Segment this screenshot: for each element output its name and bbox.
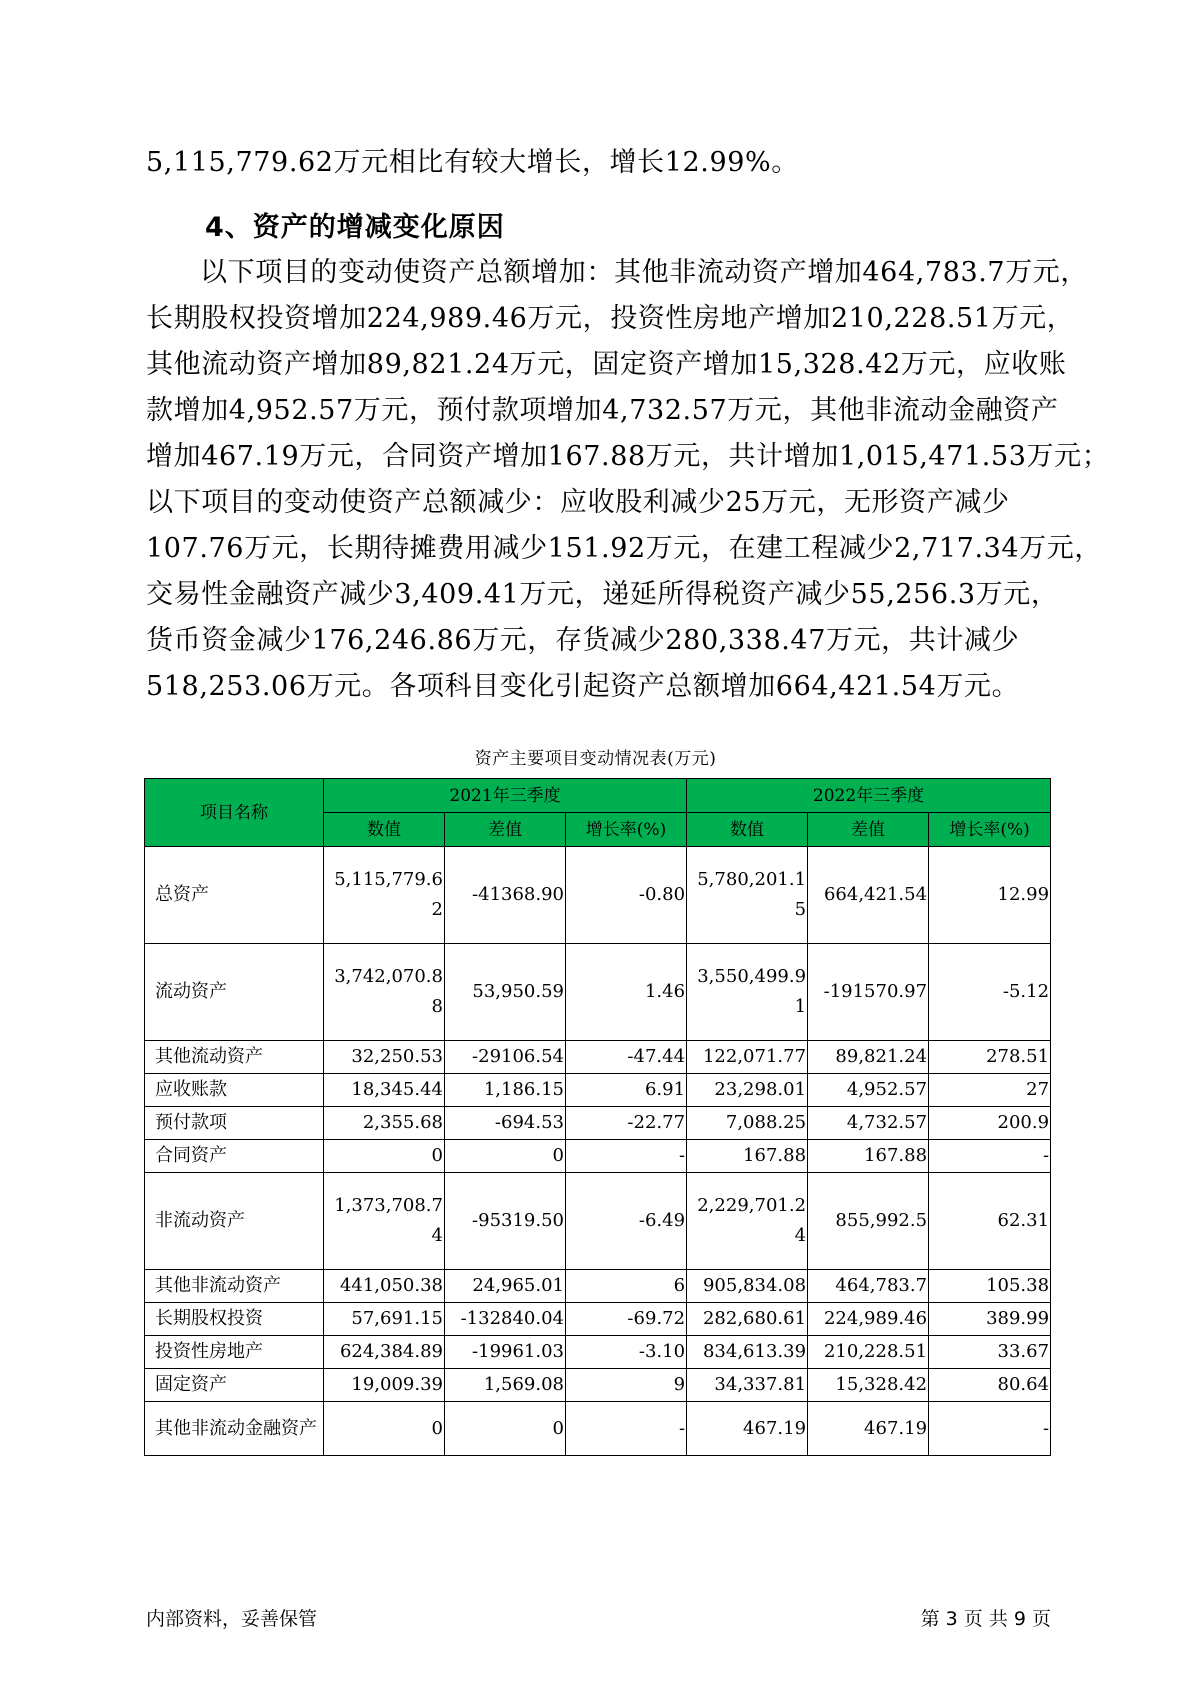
table-row	[145, 847, 1051, 944]
row-cell-d22: -191570.97	[808, 944, 929, 1041]
row-cell-d21: -132840.04	[445, 1303, 566, 1336]
row-item-name: 流动资产	[145, 944, 324, 1041]
row-item-name: 应收账款	[145, 1074, 324, 1107]
table-row	[145, 1402, 1051, 1456]
table-title: 资产主要项目变动情况表(万元)	[474, 749, 717, 769]
footer-page-number: 第 3 页 共 9 页	[920, 1608, 1051, 1630]
row-cell-d22: 464,783.7	[808, 1270, 929, 1303]
row-cell-v22: 23,298.01	[687, 1074, 808, 1107]
row-item-name: 合同资产	[145, 1140, 324, 1173]
row-cell-d22: 167.88	[808, 1140, 929, 1173]
asset-change-table	[144, 778, 1051, 1456]
row-cell-d21: 24,965.01	[445, 1270, 566, 1303]
row-cell-g21: -0.80	[566, 847, 687, 944]
row-cell-d22: 15,328.42	[808, 1369, 929, 1402]
row-cell-v22: 2,229,701.24	[687, 1173, 808, 1270]
row-cell-d21: 0	[445, 1402, 566, 1456]
body-line: 款增加4,952.57万元，预付款项增加4,732.57万元，其他非流动金融资产	[146, 395, 1059, 426]
row-cell-g22: 105.38	[929, 1270, 1051, 1303]
row-cell-d21: 0	[445, 1140, 566, 1173]
header-growth-2022: 增长率(%)	[929, 813, 1051, 847]
row-cell-v22: 7,088.25	[687, 1107, 808, 1140]
table-row	[145, 944, 1051, 1041]
row-cell-g21: -	[566, 1140, 687, 1173]
row-cell-v21: 1,373,708.74	[324, 1173, 445, 1270]
row-cell-d22: 210,228.51	[808, 1336, 929, 1369]
row-item-name: 非流动资产	[145, 1173, 324, 1270]
row-cell-v21: 2,355.68	[324, 1107, 445, 1140]
table-row	[145, 1369, 1051, 1402]
intro-line: 5,115,779.62万元相比有较大增长，增长12.99%。	[146, 147, 799, 178]
row-cell-d21: -29106.54	[445, 1041, 566, 1074]
row-cell-g21: -6.49	[566, 1173, 687, 1270]
row-cell-d21: -19961.03	[445, 1336, 566, 1369]
row-cell-v21: 5,115,779.62	[324, 847, 445, 944]
row-cell-d22: 664,421.54	[808, 847, 929, 944]
table-row	[145, 1074, 1051, 1107]
body-line: 其他流动资产增加89,821.24万元，固定资产增加15,328.42万元，应收账	[146, 349, 1067, 380]
table-row	[145, 1270, 1051, 1303]
row-cell-g22: -	[929, 1140, 1051, 1173]
body-line: 货币资金减少176,246.86万元，存货减少280,338.47万元，共计减少	[146, 625, 1020, 656]
row-cell-v22: 122,071.77	[687, 1041, 808, 1074]
row-cell-d22: 855,992.5	[808, 1173, 929, 1270]
body-paragraph	[146, 250, 1110, 710]
body-line: 以下项目的变动使资产总额增加：其他非流动资产增加464,783.7万元，	[200, 257, 1089, 288]
row-item-name: 总资产	[145, 847, 324, 944]
row-cell-d21: 1,569.08	[445, 1369, 566, 1402]
row-cell-g22: 12.99	[929, 847, 1051, 944]
row-cell-g21: 1.46	[566, 944, 687, 1041]
row-cell-v22: 834,613.39	[687, 1336, 808, 1369]
row-cell-g22: 389.99	[929, 1303, 1051, 1336]
table-row	[145, 1303, 1051, 1336]
body-line: 长期股权投资增加224,989.46万元，投资性房地产增加210,228.51万元，	[146, 303, 1075, 334]
row-cell-v21: 0	[324, 1402, 445, 1456]
header-diff-2022: 差值	[808, 813, 929, 847]
header-period-2021: 2021年三季度	[324, 779, 687, 813]
row-cell-d22: 224,989.46	[808, 1303, 929, 1336]
row-cell-v21: 19,009.39	[324, 1369, 445, 1402]
row-item-name: 其他流动资产	[145, 1041, 324, 1074]
row-cell-g22: 278.51	[929, 1041, 1051, 1074]
section-heading: 4、资产的增减变化原因	[205, 212, 505, 243]
header-value-2022: 数值	[687, 813, 808, 847]
table-row	[145, 1041, 1051, 1074]
row-cell-g21: -3.10	[566, 1336, 687, 1369]
row-cell-v21: 18,345.44	[324, 1074, 445, 1107]
row-cell-v22: 5,780,201.15	[687, 847, 808, 944]
row-cell-d21: 1,186.15	[445, 1074, 566, 1107]
row-cell-g21: 6.91	[566, 1074, 687, 1107]
row-cell-d21: -694.53	[445, 1107, 566, 1140]
row-cell-d21: 53,950.59	[445, 944, 566, 1041]
table-row	[145, 1173, 1051, 1270]
row-cell-v22: 467.19	[687, 1402, 808, 1456]
header-period-2022: 2022年三季度	[687, 779, 1051, 813]
row-cell-g22: 200.9	[929, 1107, 1051, 1140]
intro-paragraph	[146, 140, 1076, 186]
row-cell-g21: -47.44	[566, 1041, 687, 1074]
row-cell-g22: 33.67	[929, 1336, 1051, 1369]
body-line: 518,253.06万元。各项科目变化引起资产总额增加664,421.54万元。	[146, 671, 1020, 702]
row-cell-v21: 3,742,070.88	[324, 944, 445, 1041]
header-value-2021: 数值	[324, 813, 445, 847]
row-item-name: 固定资产	[145, 1369, 324, 1402]
row-cell-d22: 4,732.57	[808, 1107, 929, 1140]
table-row	[145, 1140, 1051, 1173]
row-cell-v21: 624,384.89	[324, 1336, 445, 1369]
row-cell-v21: 441,050.38	[324, 1270, 445, 1303]
header-item-name: 项目名称	[145, 779, 324, 847]
body-line: 以下项目的变动使资产总额减少：应收股利减少25万元，无形资产减少	[146, 487, 1010, 518]
row-cell-d22: 4,952.57	[808, 1074, 929, 1107]
row-cell-g22: -	[929, 1402, 1051, 1456]
row-item-name: 长期股权投资	[145, 1303, 324, 1336]
row-cell-g21: 6	[566, 1270, 687, 1303]
row-cell-v21: 0	[324, 1140, 445, 1173]
body-line: 增加467.19万元，合同资产增加167.88万元，共计增加1,015,471.53万元；	[146, 441, 1110, 472]
row-cell-v22: 167.88	[687, 1140, 808, 1173]
row-cell-v21: 32,250.53	[324, 1041, 445, 1074]
table-row	[145, 1336, 1051, 1369]
body-line: 107.76万元，长期待摊费用减少151.92万元，在建工程减少2,717.34万元，	[146, 533, 1102, 564]
row-cell-d22: 89,821.24	[808, 1041, 929, 1074]
row-cell-v22: 3,550,499.91	[687, 944, 808, 1041]
body-line: 交易性金融资产减少3,409.41万元，递延所得税资产减少55,256.3万元，	[146, 579, 1059, 610]
row-item-name: 预付款项	[145, 1107, 324, 1140]
row-cell-v22: 282,680.61	[687, 1303, 808, 1336]
row-item-name: 其他非流动资产	[145, 1270, 324, 1303]
row-cell-g22: 62.31	[929, 1173, 1051, 1270]
table-row	[145, 1107, 1051, 1140]
row-cell-g22: -5.12	[929, 944, 1051, 1041]
row-cell-d22: 467.19	[808, 1402, 929, 1456]
row-cell-g21: -69.72	[566, 1303, 687, 1336]
row-cell-v22: 905,834.08	[687, 1270, 808, 1303]
row-cell-g22: 27	[929, 1074, 1051, 1107]
header-growth-2021: 增长率(%)	[566, 813, 687, 847]
header-diff-2021: 差值	[445, 813, 566, 847]
footer-confidential-note: 内部资料，妥善保管	[146, 1608, 318, 1630]
row-cell-v22: 34,337.81	[687, 1369, 808, 1402]
row-item-name: 其他非流动金融资产	[145, 1402, 324, 1456]
row-cell-d21: -41368.90	[445, 847, 566, 944]
row-cell-g22: 80.64	[929, 1369, 1051, 1402]
row-cell-g21: 9	[566, 1369, 687, 1402]
row-cell-d21: -95319.50	[445, 1173, 566, 1270]
row-cell-g21: -	[566, 1402, 687, 1456]
row-cell-v21: 57,691.15	[324, 1303, 445, 1336]
row-item-name: 投资性房地产	[145, 1336, 324, 1369]
row-cell-g21: -22.77	[566, 1107, 687, 1140]
